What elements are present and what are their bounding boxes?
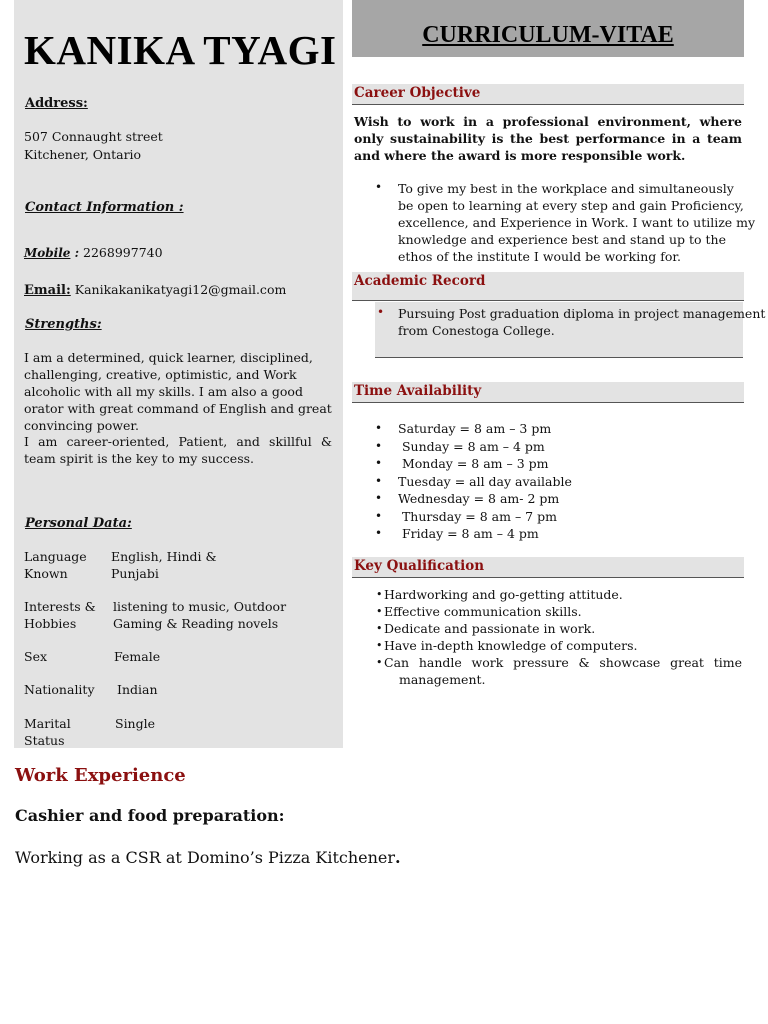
qualification-list: [376, 586, 742, 688]
personal-key-nationality: Nationality: [24, 682, 95, 697]
career-statement: Wish to work in a professional environment, where only sustainability is the best performance in a team and where the award is more responsible work.: [354, 114, 742, 163]
work-detail-end: .: [395, 848, 401, 867]
qualification-item: • Can handle work pressure & showcase great time management.: [376, 655, 742, 687]
mobile-sep: :: [70, 246, 80, 260]
candidate-name: KANIKA TYAGI: [24, 27, 337, 73]
academic-item: Pursuing Post graduation diploma in project management from Conestoga College.: [398, 306, 766, 338]
career-objective-heading: Career Objective: [352, 84, 744, 105]
qualification-item: • Dedicate and passionate in work.: [376, 621, 596, 636]
strengths-label: Strengths:: [25, 317, 102, 332]
qualification-item: • Hardworking and go-getting attitude.: [376, 587, 623, 602]
academic-record-heading: Academic Record: [352, 272, 744, 301]
work-experience-heading: Work Experience: [15, 765, 186, 786]
bullet-icon: •: [377, 305, 385, 319]
personal-val-marital: Single: [115, 716, 156, 731]
address-line-2: Kitchener, Ontario: [24, 147, 142, 162]
work-role: Cashier and food preparation:: [15, 806, 285, 825]
mobile-row: [24, 244, 163, 262]
personal-val-language: English, Hindi & Punjabi: [111, 549, 217, 581]
email-value: Kanikakanikatyagi12@gmail.com: [74, 282, 287, 297]
qualification-item: • Have in-depth knowledge of computers.: [376, 638, 638, 653]
bullet-icon: •: [375, 180, 383, 194]
address-label: Address:: [25, 96, 88, 111]
key-qualification-heading: Key Qualification: [352, 557, 744, 578]
personal-key-sex: Sex: [24, 649, 48, 664]
work-detail: Working as a CSR at Domino’s Pizza Kitchener: [15, 848, 396, 867]
mobile-label: Mobile: [24, 246, 71, 260]
contact-label: Contact Information :: [25, 200, 184, 215]
qualification-item: • Effective communication skills.: [376, 604, 582, 619]
work-detail-row: [15, 848, 401, 867]
personal-key-marital: Marital Status: [24, 716, 71, 748]
email-row: [24, 281, 286, 299]
personal-val-interests: listening to music, Outdoor Gaming & Reading novels: [113, 599, 287, 631]
personal-val-nationality: Indian: [117, 682, 158, 697]
email-label: Email:: [24, 283, 71, 298]
personal-key-interests: Interests & Hobbies: [24, 599, 96, 631]
strengths-para-2: I am career-oriented, Patient, and skillful & team spirit is the key to my success.: [24, 434, 332, 466]
mobile-value: 2268997740: [83, 245, 163, 260]
strengths-para-1: I am a determined, quick learner, disciplined, challenging, creative, optimistic, and Work alcoholic with all my skills. I am also a good orator with great command of English and great convincing power.: [24, 350, 332, 433]
time-availability-heading: Time Availability: [352, 382, 744, 403]
page-title: CURRICULUM-VITAE: [422, 22, 674, 48]
personal-key-language: Language Known: [24, 549, 87, 581]
personal-val-sex: Female: [114, 649, 161, 664]
academic-box: [375, 302, 766, 358]
personal-data-label: Personal Data:: [25, 516, 132, 531]
address-line-1: 507 Connaught street: [24, 129, 163, 144]
